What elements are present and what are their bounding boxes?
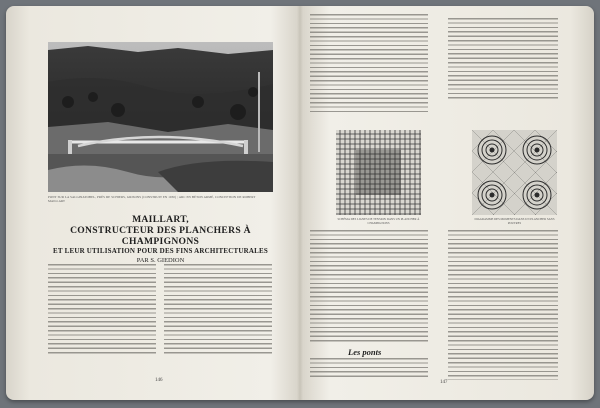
photo-caption: PONT SUR LA SALGINATOBEL, PRÈS DE SCHIERS, GRISONS (CONSTRUIT EN 1930) ; ARC EN BÉTON ARMÉ, CONCEPTION DE ROBERT MAILLART	[48, 195, 256, 203]
article-author: PAR S. GIEDION	[136, 257, 185, 264]
body-text-column-6	[310, 358, 428, 380]
grid-diagram-figure	[336, 130, 421, 215]
title-line-2: CONSTRUCTEUR DES PLANCHERS À CHAMPIGNONS	[70, 225, 251, 247]
left-page	[6, 6, 300, 400]
body-text-column-2	[164, 264, 272, 354]
figure-caption-right: DIAGRAMME DES MOMENTS DANS UN PLANCHER SANS POUTRES	[474, 217, 555, 225]
body-text-column-7	[448, 230, 558, 380]
page-number-right: 147	[440, 380, 448, 385]
body-text-column-1	[48, 264, 156, 354]
body-text-column-5	[310, 230, 428, 342]
title-line-3: ET LEUR UTILISATION POUR DES FINS ARCHITECTURALES	[53, 247, 268, 255]
right-page	[300, 6, 594, 400]
bridge-photo	[48, 42, 273, 192]
circle-pattern-figure	[472, 130, 557, 215]
body-text-column-4	[448, 18, 558, 100]
book-spread	[6, 6, 594, 400]
article-title	[48, 214, 273, 265]
page-number-left: 146	[155, 378, 163, 383]
bridge-landscape-image	[48, 42, 273, 192]
body-text-column-3	[310, 14, 428, 112]
section-heading: Les ponts	[348, 347, 382, 357]
figure-caption-left: SCHÉMA DES LIGNES DE TENSION DANS UN PLANCHER À CHAMPIGNONS	[337, 217, 420, 225]
title-line-1: MAILLART,	[132, 214, 189, 225]
